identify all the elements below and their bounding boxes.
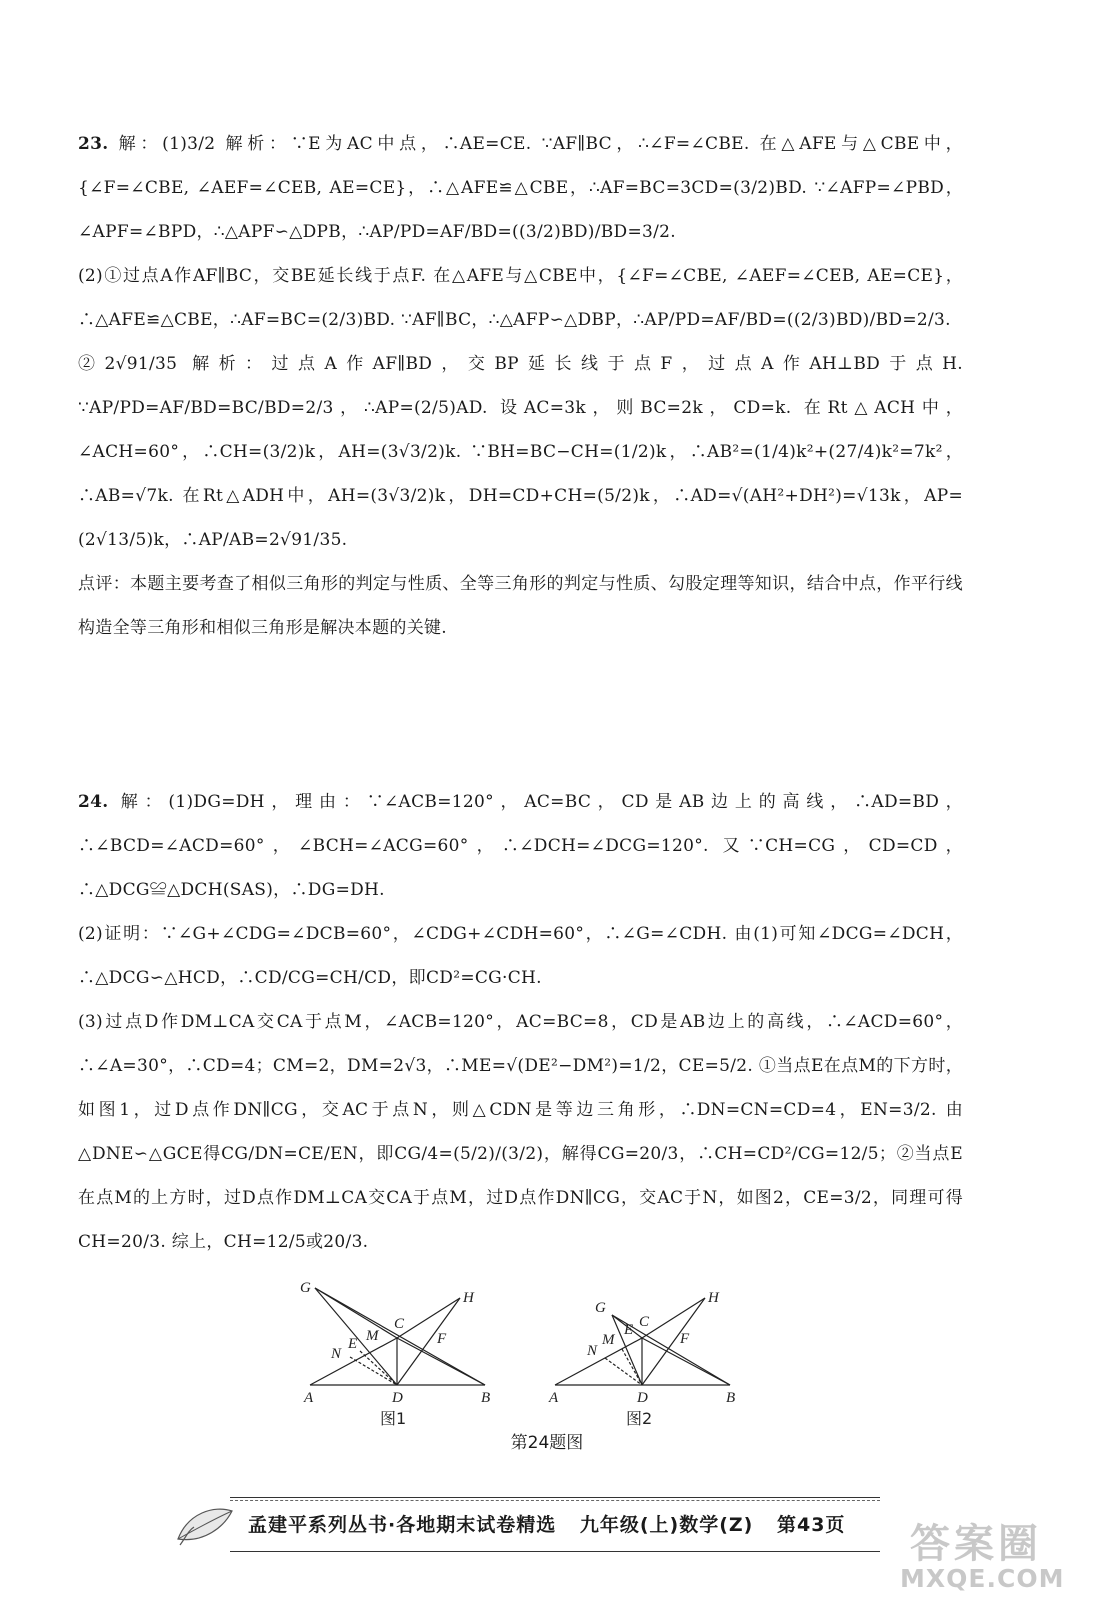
point-label: H — [463, 1290, 474, 1306]
point-label: N — [331, 1346, 342, 1362]
problem-23-comment — [78, 562, 963, 650]
point-label: M — [602, 1332, 615, 1348]
point-label: B — [726, 1390, 736, 1406]
problem-number: 24. — [78, 792, 109, 812]
point-label: F — [680, 1331, 690, 1347]
problem-23 — [78, 122, 963, 650]
footer-rule — [230, 1500, 880, 1501]
point-label: C — [639, 1314, 650, 1330]
figure-1-caption: 图1 — [380, 1409, 407, 1428]
page-footer — [170, 1497, 910, 1557]
problem-24-part1 — [78, 780, 963, 912]
problem-text: (2)①过点A作AF∥BC，交BE延长线于点F. 在△AFE与△CBE中，{∠F=∠CBE, ∠AEF=∠CEB, AE=CE}，∴△AFE≌△CBE，∴AF=BC=(2/3)BD. ∵AF∥BC，∴△AFP∽△DBP，∴AP/PD=AF/BD=((2/3)BD)/BD=2/3. — [78, 266, 963, 330]
problem-23-part1 — [78, 122, 963, 254]
point-label: D — [392, 1390, 403, 1406]
problem-number: 23. — [78, 134, 109, 154]
problem-23-part3 — [78, 342, 963, 562]
problem-24-part3 — [78, 1000, 963, 1264]
problem-text: 解：(1)3/2 解析：∵E为AC中点，∴AE=CE. ∵AF∥BC，∴∠F=∠CBE. 在△AFE与△CBE中，{∠F=∠CBE, ∠AEF=∠CEB, AE=CE}，∴△AFE≌△CBE，∴AF=BC=3CD=(3/2)BD. ∵∠AFP=∠PBD，∠APF=∠BPD，∴△APF∽△DPB，∴AP/PD=AF/BD=((3/2)BD)/BD=3/2. — [78, 134, 963, 242]
point-label: C — [394, 1316, 405, 1332]
point-label: M — [366, 1328, 379, 1344]
point-label: A — [304, 1390, 314, 1406]
problem-text: 点评：本题主要考查了相似三角形的判定与性质、全等三角形的判定与性质、勾股定理等知识，结合中点，作平行线构造全等三角形和相似三角形是解决本题的关键. — [78, 574, 963, 638]
point-label: A — [549, 1390, 559, 1406]
problem-text: (2)证明：∵∠G+∠CDG=∠DCB=60°，∠CDG+∠CDH=60°，∴∠G=∠CDH. 由(1)可知∠DCG=∠DCH，∴△DCG∽△HCD，∴CD/CG=CH/CD，即CD²=CG·CH. — [78, 924, 963, 988]
figure-1-labels — [300, 1280, 490, 1406]
figure-1 — [310, 1288, 485, 1385]
figure-2 — [555, 1298, 730, 1385]
footer-text — [248, 1510, 861, 1537]
point-label: B — [481, 1390, 491, 1406]
watermark — [900, 1512, 1090, 1600]
footer-rule — [230, 1497, 880, 1498]
problem-text: (3)过点D作DM⊥CA交CA于点M，∠ACB=120°，AC=BC=8，CD是AB边上的高线，∴∠ACD=60°，∴∠A=30°，∴CD=4；CM=2，DM=2√3，∴ME=√(DE²−DM²)=1/2，CE=5/2. ①当点E在点M的下方时，如图1，过D点作DN∥CG，交AC于点N，则△CDN是等边三角形，∴DN=CN=CD=4，EN=3/2. 由△DNE∽△GCE得CG/DN=CE/EN，即CG/4=(5/2)/(3/2)，解得CG=20/3，∴CH=CD²/CG=12/5；②当点E在点M的上方时，过D点作DM⊥CA交CA于点M，过D点作DN∥CG，交AC于N，如图2，CE=3/2，同理可得CH=20/3. 综上，CH=12/5或20/3. — [78, 1012, 963, 1252]
footer-rule — [230, 1551, 880, 1552]
footer-grade: 九年级(上)数学(Z) — [579, 1514, 754, 1536]
point-label: D — [637, 1390, 648, 1406]
point-label: G — [300, 1280, 311, 1296]
problem-text: 解：(1)DG=DH，理由：∵∠ACB=120°，AC=BC，CD是AB边上的高线，∴AD=BD，∴∠BCD=∠ACD=60°，∠BCH=∠ACG=60°，∴∠DCH=∠DCG=120°. 又∵CH=CG，CD=CD，∴△DCG≌△DCH(SAS)，∴DG=DH. — [78, 792, 963, 900]
point-label: E — [624, 1322, 634, 1338]
problem-24-part2 — [78, 912, 963, 1000]
watermark-cn: 答案圈 — [910, 1521, 1042, 1567]
problem-24 — [78, 780, 963, 1264]
problem-text: ②2√91/35 解析：过点A作AF∥BD，交BP延长线于点F，过点A作AH⊥BD于点H. ∵AP/PD=AF/BD=BC/BD=2/3，∴AP=(2/5)AD. 设AC=3k，则BC=2k，CD=k. 在Rt△ACH中，∠ACH=60°，∴CH=(3/2)k，AH=(3√3/2)k. ∵BH=BC−CH=(1/2)k，∴AB²=(1/4)k²+(27/4)k²=7k²，∴AB=√7k. 在Rt△ADH中，AH=(3√3/2)k，DH=CD+CH=(5/2)k，∴AD=√(AH²+DH²)=√13k，AP=(2√13/5)k，∴AP/AB=2√91/35. — [78, 354, 963, 550]
point-label: G — [595, 1300, 606, 1316]
point-label: N — [587, 1343, 598, 1359]
footer-series: 孟建平系列丛书·各地期末试卷精选 — [248, 1514, 557, 1536]
figure-2-caption: 图2 — [626, 1409, 653, 1428]
leaf-ornament-icon — [170, 1497, 240, 1557]
problem-23-part2 — [78, 254, 963, 342]
point-label: E — [348, 1336, 358, 1352]
point-label: F — [437, 1331, 447, 1347]
figures-caption: 第24题图 — [510, 1433, 584, 1453]
footer-page-number: 第43页 — [776, 1514, 846, 1536]
watermark-en: MXQE.COM — [900, 1564, 1065, 1593]
point-label: H — [708, 1290, 719, 1306]
